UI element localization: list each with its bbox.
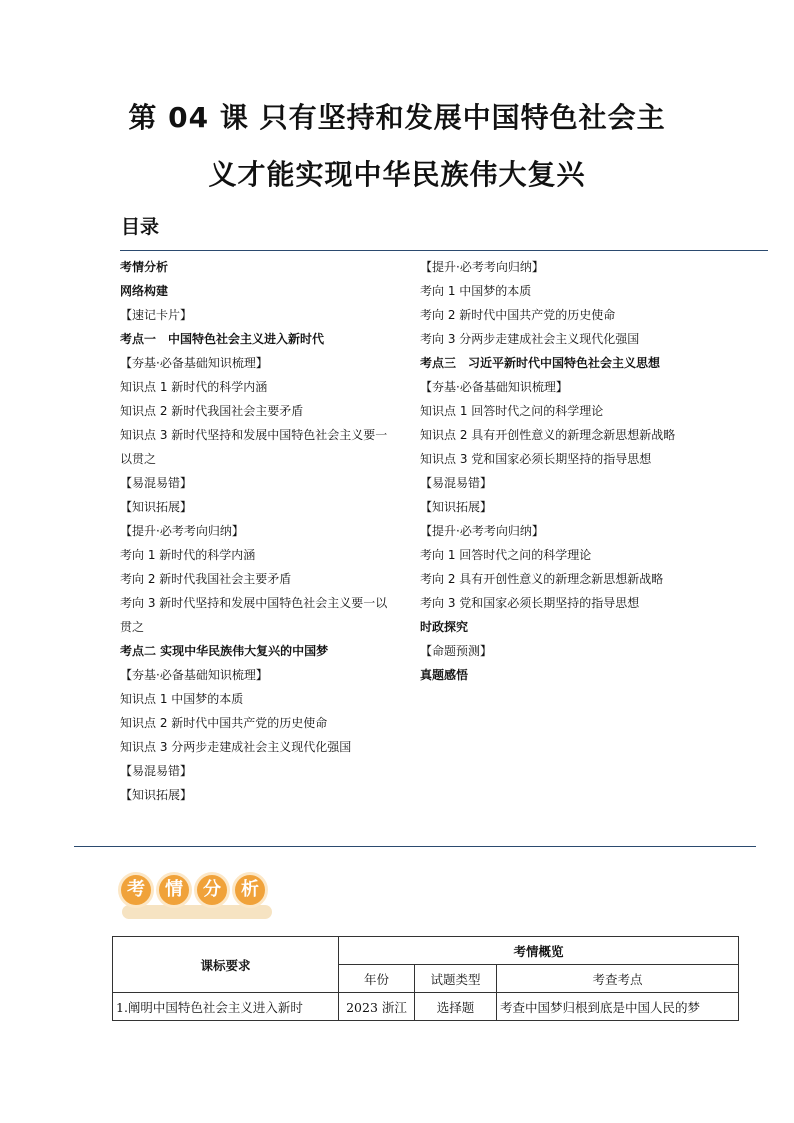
toc-item[interactable]: 考向 1 新时代的科学内涵 <box>120 548 256 562</box>
document-title-line-2: 义才能实现中华民族伟大复兴 <box>208 158 586 191</box>
badge-char: 情 <box>156 872 192 908</box>
toc-item[interactable]: 【易混易错】 <box>120 476 193 490</box>
toc-item[interactable]: 【提升·必考考向归纳】 <box>420 524 544 538</box>
subheader-question-type: 试题类型 <box>415 965 497 993</box>
toc-item[interactable]: 考向 3 分两步走建成社会主义现代化强国 <box>420 332 640 346</box>
toc-item[interactable]: 考向 1 回答时代之问的科学理论 <box>420 548 592 562</box>
toc-item[interactable]: 考情分析 <box>120 260 169 274</box>
toc-item[interactable]: 知识点 2 新时代我国社会主要矛盾 <box>120 404 304 418</box>
toc-item[interactable]: 考向 3 新时代坚持和发展中国特色社会主义要一以贯之 <box>120 596 388 634</box>
toc-bottom-divider <box>74 846 756 847</box>
toc-item[interactable]: 【命题预测】 <box>420 644 493 658</box>
badge-char: 分 <box>194 872 230 908</box>
toc-item[interactable]: 【夯基·必备基础知识梳理】 <box>120 356 268 370</box>
toc-item[interactable]: 知识点 1 中国梦的本质 <box>120 692 244 706</box>
toc-item[interactable]: 【提升·必考考向归纳】 <box>120 524 244 538</box>
exam-analysis-table <box>112 936 739 1021</box>
toc-item[interactable]: 知识点 2 新时代中国共产党的历史使命 <box>120 716 328 730</box>
cell-question-type: 选择题 <box>415 993 497 1021</box>
badge-char: 析 <box>232 872 268 908</box>
toc-item[interactable]: 真题感悟 <box>420 668 469 682</box>
toc-item[interactable]: 【知识拓展】 <box>120 500 193 514</box>
toc-item[interactable]: 考向 1 中国梦的本质 <box>420 284 532 298</box>
toc-item[interactable]: 知识点 1 新时代的科学内涵 <box>120 380 268 394</box>
toc-item[interactable]: 考点二 实现中华民族伟大复兴的中国梦 <box>120 644 329 658</box>
document-title-line-1: 第 04 课 只有坚持和发展中国特色社会主 <box>128 101 666 134</box>
toc-item[interactable]: 知识点 3 党和国家必须长期坚持的指导思想 <box>420 452 652 466</box>
toc-item[interactable]: 考点一 中国特色社会主义进入新时代 <box>120 332 325 346</box>
toc-item[interactable]: 知识点 3 新时代坚持和发展中国特色社会主义要一以贯之 <box>120 428 388 466</box>
section-badge-exam-analysis <box>118 872 278 922</box>
badge-char: 考 <box>118 872 154 908</box>
toc-item[interactable]: 【夯基·必备基础知识梳理】 <box>120 668 268 682</box>
toc-item[interactable]: 【易混易错】 <box>420 476 493 490</box>
header-curriculum-standard: 课标要求 <box>113 937 339 993</box>
toc-left-column <box>120 255 388 807</box>
subheader-exam-point: 考查考点 <box>497 965 739 993</box>
toc-item[interactable]: 时政探究 <box>420 620 469 634</box>
toc-item[interactable]: 知识点 3 分两步走建成社会主义现代化强国 <box>120 740 352 754</box>
cell-standard: 1.阐明中国特色社会主义进入新时 <box>113 993 339 1021</box>
subheader-year: 年份 <box>339 965 415 993</box>
cell-year: 2023 浙江 <box>339 993 415 1021</box>
toc-item[interactable]: 【知识拓展】 <box>420 500 493 514</box>
toc-item[interactable]: 考向 2 具有开创性意义的新理念新思想新战略 <box>420 572 664 586</box>
toc-item[interactable]: 知识点 2 具有开创性意义的新理念新思想新战略 <box>420 428 676 442</box>
toc-item[interactable]: 网络构建 <box>120 284 169 298</box>
toc-item[interactable]: 【提升·必考考向归纳】 <box>420 260 544 274</box>
toc-item[interactable]: 考向 2 新时代中国共产党的历史使命 <box>420 308 616 322</box>
toc-item[interactable]: 知识点 1 回答时代之问的科学理论 <box>420 404 604 418</box>
toc-top-divider <box>120 250 768 251</box>
toc-item[interactable]: 【夯基·必备基础知识梳理】 <box>420 380 568 394</box>
toc-item[interactable]: 考向 3 党和国家必须长期坚持的指导思想 <box>420 596 640 610</box>
toc-item[interactable]: 【速记卡片】 <box>120 308 193 322</box>
toc-item[interactable]: 【易混易错】 <box>120 764 193 778</box>
toc-item[interactable]: 考点三 习近平新时代中国特色社会主义思想 <box>420 356 661 370</box>
toc-right-column <box>420 255 682 687</box>
toc-item[interactable]: 考向 2 新时代我国社会主要矛盾 <box>120 572 292 586</box>
table-row <box>113 993 739 1021</box>
header-exam-overview: 考情概览 <box>339 937 739 965</box>
toc-heading: 目录 <box>121 216 160 238</box>
toc-item[interactable]: 【知识拓展】 <box>120 788 193 802</box>
cell-exam-point: 考查中国梦归根到底是中国人民的梦 <box>497 993 739 1021</box>
